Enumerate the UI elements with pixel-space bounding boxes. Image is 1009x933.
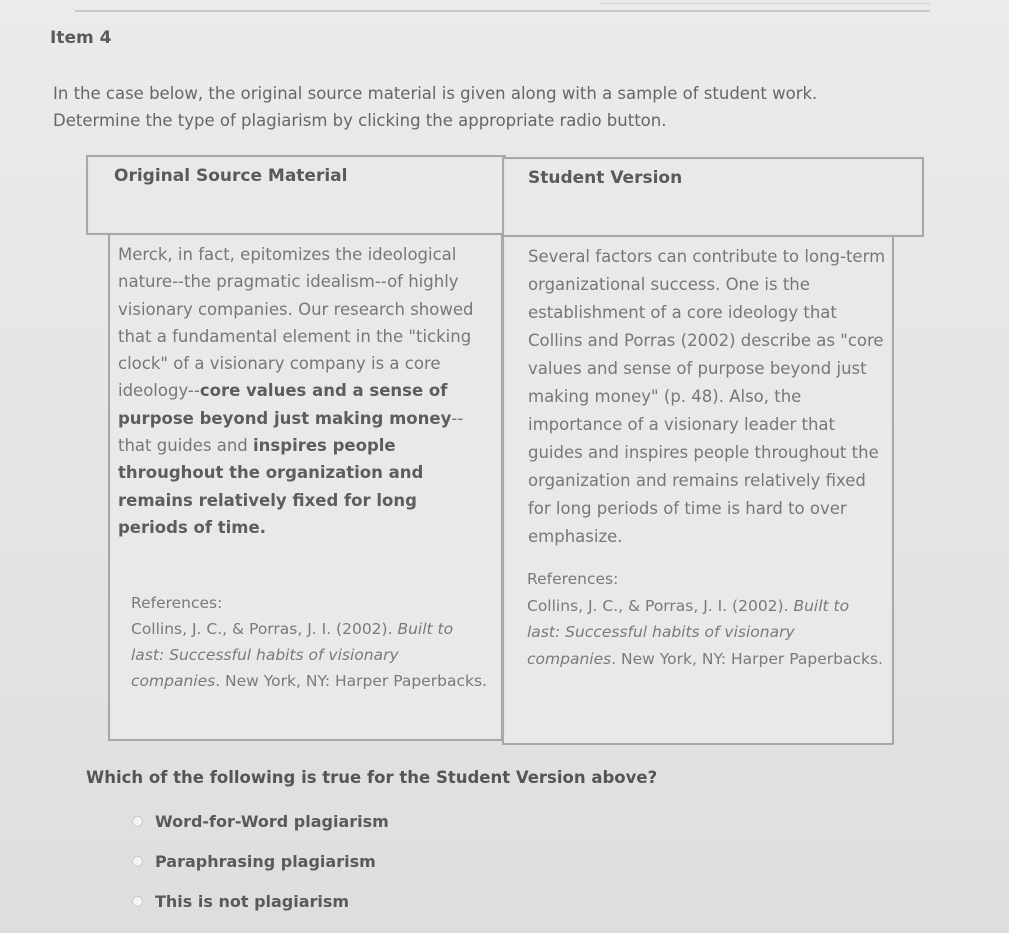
original-references (131, 590, 491, 694)
original-text-bold-2: inspires people throughout the organization and remains relatively fixed for long periods of time. (118, 436, 424, 537)
radio-button-icon[interactable] (132, 896, 143, 907)
option-label: Word-for-Word plagiarism (155, 812, 389, 831)
student-references-label: References: (527, 570, 619, 588)
original-reference-entry (131, 616, 491, 694)
instructions-line-2: Determine the type of plagiarism by clicking the appropriate radio button. (53, 111, 667, 130)
original-ref-authors: Collins, J. C., & Porras, J. I. (2002). (131, 620, 398, 638)
item-title: Item 4 (50, 28, 112, 48)
option-paraphrasing[interactable] (132, 852, 376, 871)
original-text-bold-1: core values and a sense of purpose beyond just making money (118, 381, 452, 428)
original-ref-publisher: . New York, NY: Harper Paperbacks. (215, 672, 487, 690)
radio-button-icon[interactable] (132, 816, 143, 827)
instructions-line-1: In the case below, the original source material is given along with a sample of student work. (53, 84, 818, 103)
top-divider-secondary (600, 3, 930, 4)
student-ref-title: Built to last: Successful habits of visionary companies (527, 596, 850, 668)
option-label: This is not plagiarism (155, 892, 350, 911)
option-label: Paraphrasing plagiarism (155, 852, 376, 871)
original-references-label: References: (131, 594, 223, 612)
original-text-part-2: --that guides and (118, 408, 464, 456)
option-not-plagiarism[interactable] (132, 892, 349, 911)
student-references (527, 566, 887, 672)
original-ref-title: Built to last: Successful habits of visionary companies (131, 620, 454, 690)
student-version-text: Several factors can contribute to long-term organizational success. One is the establishment of a core ideology that Collins and Porras (2002) describe as "core values and sense of purpose beyond just making money" (p. 48). Also, the importance of a visionary leader that guides and inspires people throughout the organization and remains relatively fixed for long periods of time is hard to over emphasize. (528, 247, 886, 546)
student-ref-publisher: . New York, NY: Harper Paperbacks. (611, 649, 883, 668)
instructions (53, 80, 933, 134)
top-divider (75, 10, 930, 12)
question-text: Which of the following is true for the Student Version above? (86, 768, 658, 787)
option-word-for-word[interactable] (132, 812, 389, 831)
original-source-text (118, 241, 490, 541)
radio-button-icon[interactable] (132, 856, 143, 867)
original-text-part-1: Merck, in fact, epitomizes the ideological nature--the pragmatic idealism--of highly visionary companies. Our research showed that a fundamental element in the "ticking clock" of a visionary company is a core ideology-- (118, 245, 474, 401)
column-header-original: Original Source Material (114, 166, 348, 186)
student-ref-authors: Collins, J. C., & Porras, J. I. (2002). (527, 596, 794, 615)
column-header-student: Student Version (528, 168, 683, 188)
student-reference-entry (527, 593, 887, 673)
